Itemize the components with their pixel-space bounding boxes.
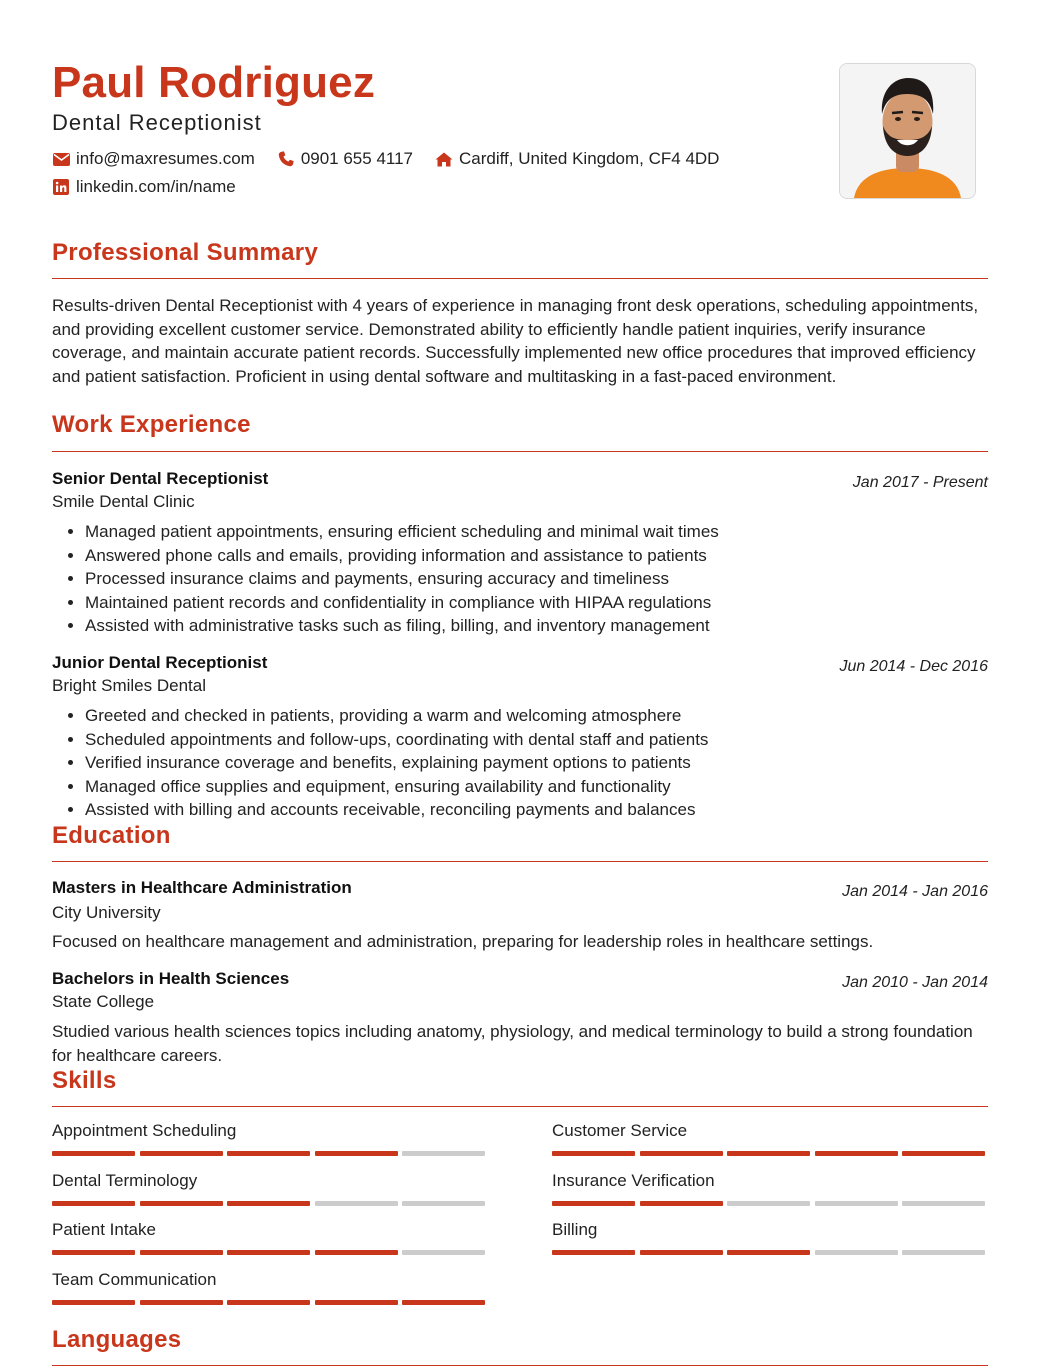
contact-phone-text: 0901 655 4117 [300,149,413,168]
education-degree: Masters in Healthcare Administration [52,878,352,897]
skill-level-segment [552,1201,635,1206]
skill-level-segment [815,1201,898,1206]
skill-level-segment [52,1201,135,1206]
skill-level-segment [902,1250,985,1255]
list-item: • Answered phone calls and emails, providing information and assistance to patients [85,544,719,568]
candidate-name: Paul Rodriguez [52,58,376,107]
skill-level-segment [552,1151,635,1156]
skill-level-segment [227,1300,310,1305]
section-divider [52,278,988,279]
skill-level-segment [640,1250,723,1255]
contact-linkedin-text: linkedin.com/in/name [76,177,236,196]
education-dates: Jan 2010 - Jan 2014 [842,974,988,991]
phone-icon [277,150,295,168]
contact-location-text: Cardiff, United Kingdom, CF4 4DD [459,149,720,168]
skill-level-segment [315,1300,398,1305]
profile-photo [839,63,976,199]
job-company: Bright Smiles Dental [52,676,207,695]
home-icon [435,150,453,168]
skill-level-segment [140,1201,223,1206]
skill-name: Appointment Scheduling [52,1121,237,1140]
skill-level-segment [902,1201,985,1206]
section-title-languages: Languages [52,1326,182,1353]
skill-name: Customer Service [552,1121,688,1140]
skill-level-segment [402,1201,485,1206]
section-title-education: Education [52,822,171,849]
section-title-skills: Skills [52,1067,117,1094]
skill-level-segment [727,1250,810,1255]
skill-level-segment [227,1201,310,1206]
envelope-icon [52,150,70,168]
job-dates: Jun 2014 - Dec 2016 [839,658,988,675]
skill-level-bar [52,1201,486,1206]
skill-level-segment [402,1151,485,1156]
section-divider [52,451,988,452]
list-item: • Greeted and checked in patients, providing a warm and welcoming atmosphere [85,704,708,728]
education-description: Focused on healthcare management and administration, preparing for leadership roles in healthcare settings. [52,932,874,951]
skill-level-segment [727,1151,810,1156]
skill-level-segment [815,1250,898,1255]
skill-level-bar [552,1250,986,1255]
skill-level-segment [315,1151,398,1156]
skill-level-segment [815,1151,898,1156]
skill-name: Insurance Verification [552,1170,715,1190]
skill-name: Billing [552,1220,598,1239]
skill-level-segment [140,1300,223,1305]
skill-level-segment [727,1201,810,1206]
contact-phone[interactable] [277,149,413,169]
skill-level-segment [902,1151,985,1156]
education-degree: Bachelors in Health Sciences [52,969,290,988]
skill-level-bar [552,1201,986,1206]
list-item: • Maintained patient records and confidentiality in compliance with HIPAA regulations [85,591,719,615]
summary-text: Results-driven Dental Receptionist with 4 years of experience in managing front desk operations, scheduling appointments, and providing excellent customer service. Demonstrated ability to efficiently handle patient inquiries, verify insurance coverage, and maintain accurate patient records. Successfully implemented new office procedures that improved efficiency and patient satisfaction. Proficient in using dental software and multitasking in a fast-paced environment. [52,296,979,386]
contact-linkedin[interactable] [52,177,236,197]
skill-level-bar [552,1151,986,1156]
section-title-summary: Professional Summary [52,239,319,266]
list-item: • Processed insurance claims and payments, ensuring accuracy and timeliness [85,567,719,591]
skill-level-segment [52,1151,135,1156]
education-description: Studied various health sciences topics including anatomy, physiology, and medical terminology to build a strong foundation for healthcare careers. [52,1022,973,1065]
job-bullets [52,520,719,638]
section-divider [52,861,988,862]
skill-name: Dental Terminology [52,1170,198,1190]
skill-level-segment [402,1250,485,1255]
section-divider [52,1365,988,1366]
contact-row-1 [52,149,741,169]
skill-level-segment [402,1300,485,1305]
skill-level-bar [52,1300,486,1305]
skill-level-segment [52,1250,135,1255]
list-item: • Managed office supplies and equipment, ensuring availability and functionality [85,775,708,799]
skill-level-segment [552,1250,635,1255]
skill-name: Team Communication [52,1269,217,1289]
candidate-title: Dental Receptionist [52,110,262,135]
skill-level-bar [52,1151,486,1156]
skill-level-segment [640,1201,723,1206]
education-dates: Jan 2014 - Jan 2016 [842,883,988,900]
list-item: • Managed patient appointments, ensuring efficient scheduling and minimal wait times [85,520,719,544]
job-title: Senior Dental Receptionist [52,469,269,488]
education-school: State College [52,992,155,1011]
skill-level-segment [140,1250,223,1255]
list-item: • Verified insurance coverage and benefits, explaining payment options to patients [85,751,708,775]
skill-level-segment [315,1250,398,1255]
list-item: • Assisted with billing and accounts receivable, reconciling payments and balances [85,798,708,822]
section-title-experience: Work Experience [52,411,251,438]
contact-row-2 [52,177,258,197]
education-school: City University [52,903,161,922]
skill-level-segment [227,1250,310,1255]
skill-level-segment [315,1201,398,1206]
contact-email[interactable] [52,149,255,169]
list-item: • Scheduled appointments and follow-ups, coordinating with dental staff and patients [85,728,708,752]
linkedin-icon [52,178,70,196]
skill-level-bar [52,1250,486,1255]
job-dates: Jan 2017 - Present [852,474,988,491]
skill-name: Patient Intake [52,1220,156,1239]
contact-email-text: info@maxresumes.com [76,149,255,168]
section-divider [52,1106,988,1107]
contact-location [435,149,719,169]
job-title: Junior Dental Receptionist [52,653,268,672]
job-company: Smile Dental Clinic [52,492,195,511]
job-bullets [52,704,708,822]
skill-level-segment [227,1151,310,1156]
skill-level-segment [640,1151,723,1156]
skill-level-segment [140,1151,223,1156]
skill-level-segment [52,1300,135,1305]
list-item: • Assisted with administrative tasks such as filing, billing, and inventory management [85,614,719,638]
